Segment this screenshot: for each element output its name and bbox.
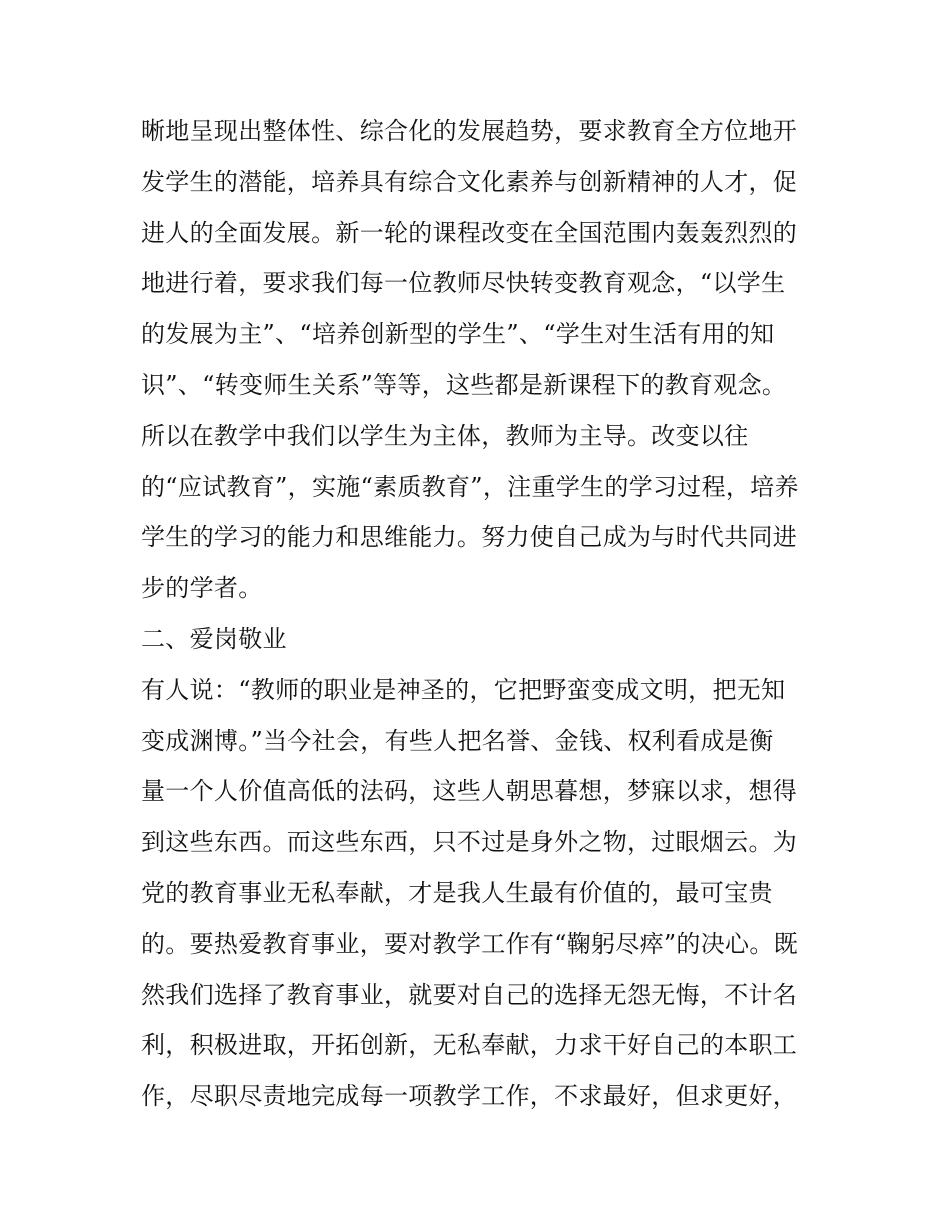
text-line-9: 学生的学习的能力和思维能力。努力使自己成为与时代共同进 bbox=[141, 523, 798, 552]
text-line-6: 识”、“转变师生关系”等等，这些都是新课程下的教育观念。 bbox=[141, 370, 787, 399]
section-heading: 二、爱岗敬业 bbox=[141, 624, 287, 653]
text-line-3: 进人的全面发展。新一轮的课程改变在全国范围内轰轰烈烈的 bbox=[141, 218, 798, 247]
text-line-13: 变成渊博。”当今社会，有些人把名誉、金钱、权利看成是衡 bbox=[141, 726, 774, 755]
text-line-8: 的“应试教育”，实施“素质教育”，注重学生的学习过程，培养 bbox=[141, 472, 799, 501]
text-line-1: 晰地呈现出整体性、综合化的发展趋势，要求教育全方位地开 bbox=[141, 117, 798, 145]
text-line-18: 然我们选择了教育事业，就要对自己的选择无怨无悔，不计名 bbox=[141, 980, 798, 1009]
text-line-5: 的发展为主”、“培养创新型的学生”、“学生对生活有用的知 bbox=[141, 320, 775, 349]
text-line-19: 利，积极进取，开拓创新，无私奉献，力求干好自己的本职工 bbox=[141, 1031, 798, 1060]
text-line-14: 量一个人价值高低的法码，这些人朝思暮想，梦寐以求，想得 bbox=[141, 777, 798, 806]
text-line-4: 地进行着，要求我们每一位教师尽快转变教育观念，“以学生 bbox=[141, 269, 786, 298]
text-line-12: 有人说：“教师的职业是神圣的，它把野蛮变成文明，把无知 bbox=[141, 675, 786, 704]
text-line-10: 步的学者。 bbox=[141, 574, 263, 603]
text-line-15: 到这些东西。而这些东西，只不过是身外之物，过眼烟云。为 bbox=[141, 828, 798, 857]
text-line-17: 的。要热爱教育事业，要对教学工作有“鞠躬尽瘁”的决心。既 bbox=[141, 929, 798, 958]
text-line-16: 党的教育事业无私奉献，才是我人生最有价值的，最可宝贵 bbox=[141, 878, 773, 907]
text-line-20: 作，尽职尽责地完成每一项教学工作，不求最好，但求更好， bbox=[141, 1082, 798, 1111]
text-line-2: 发学生的潜能，培养具有综合文化素养与创新精神的人才，促 bbox=[141, 167, 798, 196]
body-text bbox=[141, 106, 821, 1122]
text-line-7: 所以在教学中我们以学生为主体，教师为主导。改变以往 bbox=[141, 421, 749, 450]
